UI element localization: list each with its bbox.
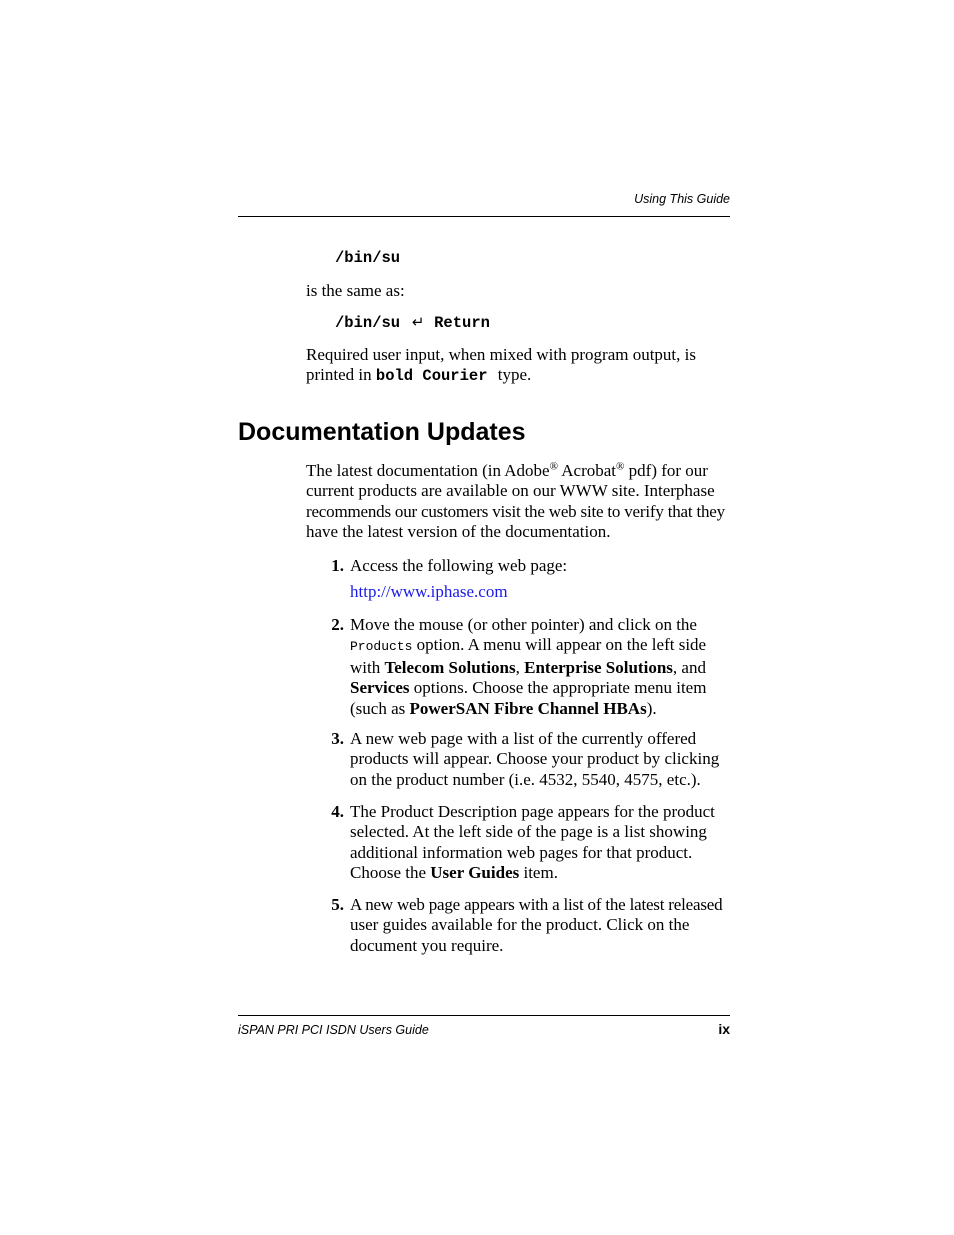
footer-title: iSPAN PRI PCI ISDN Users Guide: [238, 1023, 429, 1037]
page-number: ix: [718, 1021, 730, 1037]
step-number: 5.: [331, 895, 344, 914]
return-key-icon: ↵: [411, 313, 425, 331]
line: document you require.: [350, 935, 504, 955]
line: [350, 699, 732, 719]
powersan-hbas: PowerSAN Fibre Channel HBAs: [409, 698, 647, 718]
line: have the latest version of the documentation.: [306, 522, 611, 542]
command-example-2: [335, 313, 490, 332]
registered-mark: ®: [549, 460, 558, 473]
text: type.: [497, 365, 532, 385]
products-code: Products: [350, 639, 413, 655]
line: The Product Description page appears for the product: [350, 802, 715, 821]
line: recommends our customers visit the web site to verify that they: [306, 501, 725, 521]
line: user guides available for the product. Click on the: [350, 915, 690, 935]
step-number: 1.: [331, 556, 344, 575]
text: ,: [515, 657, 525, 677]
user-guides: User Guides: [430, 863, 520, 883]
line: Move the mouse (or other pointer) and click on the: [350, 615, 697, 634]
text: options. Choose the appropriate menu item: [409, 678, 707, 698]
running-head: Using This Guide: [634, 192, 730, 206]
line: [350, 678, 732, 698]
enterprise-solutions: Enterprise Solutions: [524, 657, 673, 677]
telecom-solutions: Telecom Solutions: [384, 657, 516, 677]
text: item.: [519, 863, 558, 883]
step-number: 2.: [331, 615, 344, 634]
text: Choose the: [350, 863, 431, 883]
intro-paragraph: [306, 461, 736, 543]
text: ).: [646, 698, 657, 718]
line: Required user input, when mixed with program output, is: [306, 345, 696, 364]
text: option. A menu will appear on the left side: [412, 635, 707, 655]
section-heading: Documentation Updates: [238, 418, 526, 446]
step-number: 4.: [331, 802, 344, 821]
step-text: Access the following web page:: [350, 556, 568, 575]
text: printed in: [306, 365, 372, 385]
text: (such as: [350, 698, 410, 718]
line: selected. At the left side of the page is a list showing: [350, 822, 707, 842]
header-rule: [238, 216, 730, 217]
return-label: Return: [434, 314, 490, 332]
command-text: /bin/su: [335, 314, 401, 332]
line: current products are available on our WWW site. Interphase: [306, 481, 715, 501]
line: on the product number (i.e. 4532, 5540, 4575, etc.).: [350, 769, 701, 789]
line: [350, 658, 732, 678]
services: Services: [350, 678, 410, 698]
line: [350, 635, 732, 657]
text: pdf) for our: [624, 461, 708, 480]
footer-rule: [238, 1015, 730, 1016]
same-as-text: is the same as:: [306, 281, 405, 300]
line: [350, 863, 732, 883]
line: products will appear. Choose your product by clicking: [350, 749, 720, 769]
bold-courier-sample: bold Courier: [375, 367, 488, 386]
line: [306, 461, 736, 481]
line: additional information web pages for that product.: [350, 842, 693, 862]
text: Acrobat: [557, 461, 617, 480]
text: , and: [672, 657, 706, 677]
line: A new web page appears with a list of the latest released: [350, 895, 723, 914]
required-input-paragraph: [306, 345, 736, 387]
iphase-link[interactable]: http://www.iphase.com: [350, 582, 508, 602]
text: The latest documentation (in Adobe: [306, 461, 550, 480]
line: [306, 365, 736, 386]
registered-mark: ®: [616, 460, 625, 473]
line: A new web page with a list of the currently offered: [350, 729, 697, 748]
command-example-1: /bin/su: [335, 249, 401, 267]
text: with: [350, 657, 385, 677]
step-number: 3.: [331, 729, 344, 748]
